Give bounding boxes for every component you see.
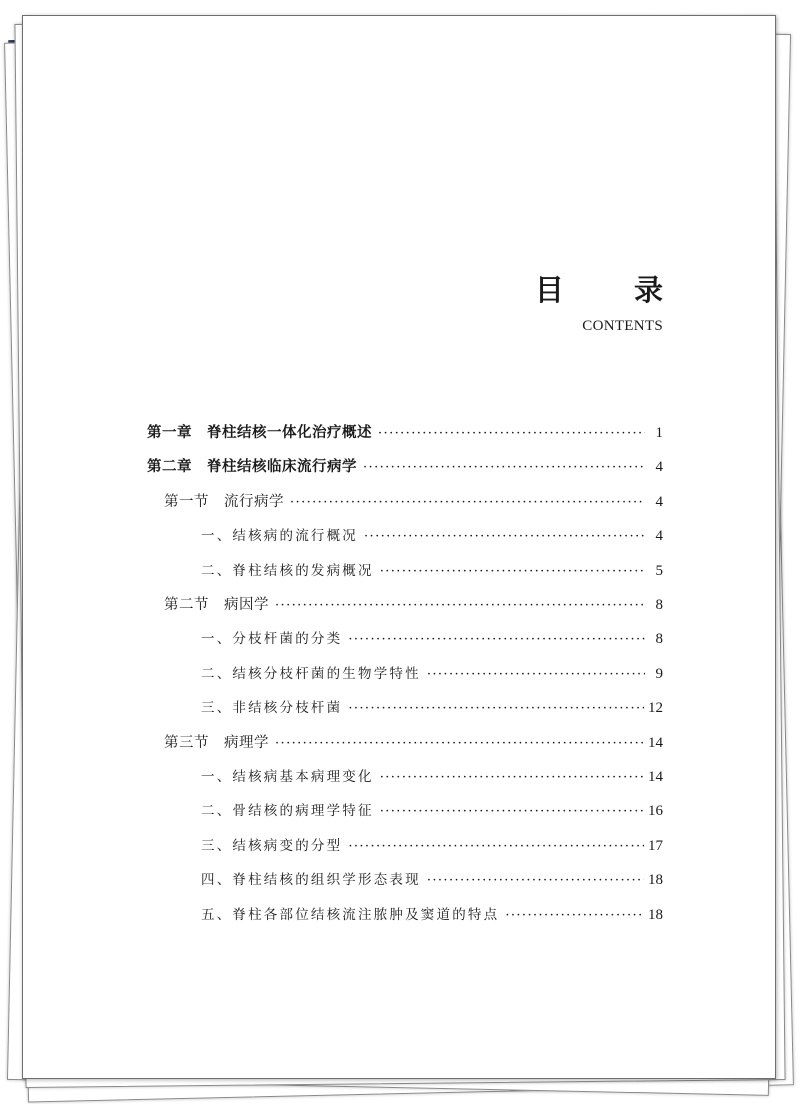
toc-leader-dots — [348, 632, 645, 647]
toc-entry[interactable] — [201, 834, 663, 858]
toc-entry-label: 二、骨结核的病理学特征 — [201, 803, 374, 820]
toc-leader-dots — [275, 736, 644, 751]
toc-leader-dots — [380, 770, 644, 785]
toc-entry-label: 二、结核分枝杆菌的生物学特性 — [201, 665, 421, 682]
toc-page-number: 12 — [648, 700, 663, 717]
toc-entry-label: 一、结核病的流行概况 — [201, 528, 358, 545]
toc-leader-dots — [348, 839, 644, 854]
toc-entry-label: 一、结核病基本病理变化 — [201, 769, 374, 785]
toc-entry[interactable] — [147, 421, 663, 445]
toc-entry[interactable] — [201, 868, 663, 892]
toc-entry[interactable] — [201, 559, 663, 583]
toc-entry[interactable] — [201, 765, 663, 789]
toc-page-number: 18 — [648, 906, 663, 923]
toc-entry[interactable] — [201, 799, 663, 823]
toc-page-number: 8 — [655, 597, 663, 613]
toc-page-number: 1 — [655, 425, 663, 441]
toc-entry-label: 三、结核病变的分型 — [201, 837, 343, 854]
toc-entry-label: 三、非结核分枝杆菌 — [201, 700, 343, 717]
toc-page-number: 8 — [655, 631, 663, 648]
toc-leader-dots — [364, 529, 645, 544]
toc-page-number: 4 — [655, 528, 663, 545]
toc-leader-dots — [427, 667, 645, 682]
toc-entry-label: 一、分枝杆菌的分类 — [201, 631, 343, 648]
toc-entry[interactable] — [164, 490, 663, 514]
toc-leader-dots — [275, 598, 645, 613]
toc-page-number: 5 — [655, 562, 663, 579]
toc-leader-dots — [505, 908, 644, 923]
toc-entry-label: 二、脊柱结核的发病概况 — [201, 562, 374, 579]
toc-entry[interactable] — [201, 662, 663, 686]
toc-leader-dots — [380, 804, 644, 819]
toc-page-number: 4 — [655, 493, 663, 510]
toc-entry[interactable] — [201, 524, 663, 548]
page-subtitle: CONTENTS — [582, 318, 663, 334]
toc-page-number: 4 — [655, 459, 663, 476]
toc-page-number: 17 — [648, 837, 663, 854]
toc-entry[interactable] — [201, 627, 663, 651]
toc-entry[interactable] — [201, 696, 663, 720]
toc-leader-dots — [427, 873, 644, 888]
toc-page-number: 14 — [648, 734, 663, 751]
toc-entry-label: 第二章 脊柱结核临床流行病学 — [147, 459, 357, 476]
toc-entry-label: 五、脊柱各部位结核流注脓肿及窦道的特点 — [201, 906, 500, 923]
toc-entry[interactable] — [164, 731, 663, 755]
toc-entry-label: 第一章 脊柱结核一体化治疗概述 — [147, 425, 372, 441]
toc-entry-label: 第三节 病理学 — [164, 734, 269, 751]
toc-page-number: 9 — [655, 665, 663, 682]
toc-leader-dots — [380, 564, 645, 579]
page-title: 目 录 — [534, 273, 693, 307]
toc-entry-label: 四、脊柱结核的组织学形态表现 — [201, 872, 421, 889]
toc-entry-label: 第一节 流行病学 — [164, 493, 284, 510]
toc-leader-dots — [363, 460, 645, 475]
toc-page-number: 18 — [648, 872, 663, 889]
table-of-contents — [23, 16, 775, 1078]
toc-entry[interactable] — [147, 455, 663, 479]
toc-page-number: 16 — [648, 803, 663, 820]
toc-leader-dots — [348, 701, 644, 716]
toc-entry[interactable] — [201, 903, 663, 927]
document-page — [22, 15, 776, 1079]
toc-page-number: 14 — [648, 769, 663, 785]
toc-entry-label: 第二节 病因学 — [164, 597, 269, 613]
toc-leader-dots — [378, 426, 645, 441]
toc-leader-dots — [290, 495, 645, 510]
toc-entry[interactable] — [164, 593, 663, 617]
